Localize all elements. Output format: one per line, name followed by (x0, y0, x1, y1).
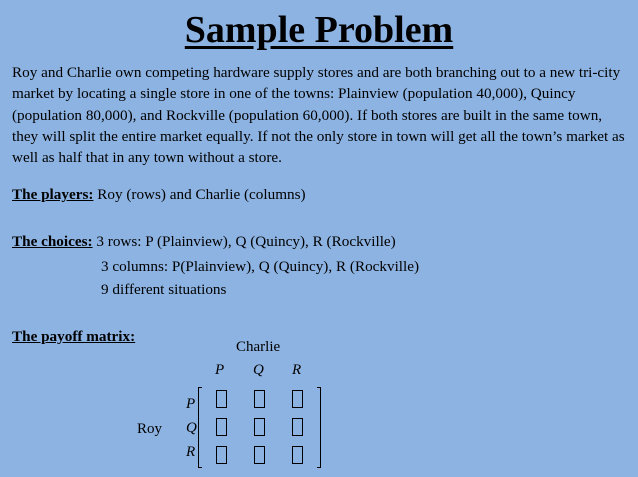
choices-line (12, 233, 396, 251)
players-line (12, 186, 306, 204)
matrix-cell (254, 446, 265, 464)
payoff-label: The payoff matrix: (12, 328, 136, 345)
matrix-right-bracket (317, 387, 321, 468)
column-player-label: Charlie (236, 339, 281, 355)
row-player-label: Roy (137, 421, 163, 437)
payoff-line (12, 328, 135, 346)
row-label-r: R (186, 444, 196, 460)
problem-description: Roy and Charlie own competing hardware supply stores and are both branching out to a new tri-city market by locating a single store in one of the towns: Plainview (population 40,000), Quincy (population 80,000), and Rockville (population 60,000). If both stores are built in the same town, they will split the entire market equally. If not the only store in town will get all the town’s market as well as half that in any town without a store. (12, 64, 625, 167)
page-title: Sample Problem (184, 9, 454, 51)
column-label-r: R (292, 362, 302, 378)
column-label-q: Q (253, 362, 264, 378)
matrix-cell (216, 390, 227, 408)
matrix-cell (292, 446, 303, 464)
matrix-left-bracket (198, 387, 202, 468)
players-text: Roy (rows) and Charlie (columns) (97, 186, 306, 203)
matrix-cell (254, 418, 265, 436)
choices-columns-text: 3 columns: P(Plainview), Q (Quincy), R (Rockville) (101, 258, 420, 275)
choices-situations-text: 9 different situations (101, 281, 227, 298)
matrix-cell (216, 418, 227, 436)
row-label-q: Q (186, 420, 197, 436)
matrix-cell (216, 446, 227, 464)
matrix-cell (254, 390, 265, 408)
choices-rows-text: 3 rows: P (Plainview), Q (Quincy), R (Rockville) (96, 233, 396, 250)
row-label-p: P (186, 396, 196, 412)
matrix-cell (292, 390, 303, 408)
choices-label: The choices: (12, 233, 93, 250)
matrix-cell (292, 418, 303, 436)
players-label: The players: (12, 186, 94, 203)
column-label-p: P (215, 362, 225, 378)
